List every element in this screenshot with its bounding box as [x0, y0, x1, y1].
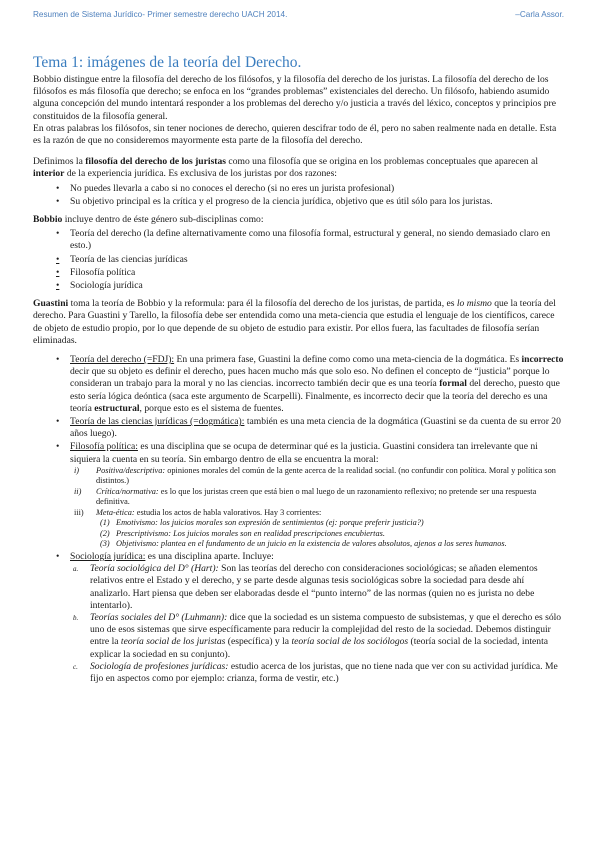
reasons-list — [33, 183, 565, 208]
header-left: Resumen de Sistema Jurídico- Primer semestre derecho UACH 2014. — [33, 10, 288, 19]
list-item: • Teoría del derecho (la define alternativamente como una filosofía formal, estructural y general, no siendo demasiado claro en esto.) — [70, 228, 565, 252]
item-filosofia-politica: • Filosofía política: es una disciplina que se ocupa de determinar qué es la justicia. Guastini considera tan irrelevante que ni siquiera la cuenta en su teoría. Sin embargo dentro de ella se encuentra la moral: i) Positiva/descriptiva: opiniones morales del común de la gente acerca de la realidad social. (no confundir con política. Moral y política son distintos.) ii) Crítica/normativa: es lo que los juristas creen que está bien o mal luego de un razonamiento reflexivo; no pretende ser una respuesta definitiva. iii) Meta-ética: estudia los actos de habla valorativos. Hay 3 corrientes: (1) Emotivismo: los juicios morales son expresión de sentimientos (ej: porque preferir justicia?) (2) Prescriptivismo: Los juicios morales son en realidad prescripciones encubiertas. (3) Objetivismo: plantea en el fundamento de un juicio en la existencia de valores absolutos, ajenos a los seres humanos. — [70, 441, 565, 549]
guastini-paragraph: Guastini toma la teoría de Bobbio y la reformula: para él la filosofía del derecho de los juristas, de partida, es lo mismo que la teoría del derecho. Para Guastini y Tarello, la filosofía debe ser entendida como una meta-ciencia que estudia el lenguaje de los científicos, carece de objeto de estudio propio, por lo que depende de su objeto de estudio para existir. Por ellos fuera, las facultades de filosofía serían eliminadas. — [33, 298, 556, 346]
list-item: a. Teoría sociológica del D° (Hart): Son las teorías del derecho con consideraciones sociológicas; se añaden elementos relativos entre el Estado y el derecho, y se parte desde algunas tesis sociológicas sobre la sociedad para desde ahí analizarlo. Hart piensa que deben ser elaboradas desde el “punto interno” de las normas (quien no es jurista no debe intentarlo). — [73, 563, 538, 611]
bobbio-paragraph: Bobbio incluye dentro de éste género sub-disciplinas como: — [33, 214, 264, 226]
header-author: –Carla Assor. — [515, 10, 564, 19]
list-item: (3) Objetivismo: plantea en el fundamento de un juicio en la existencia de valores absolutos, ajenos a los seres humanos. — [100, 539, 507, 549]
running-header — [33, 10, 564, 19]
list-item: iii) Meta-ética: estudia los actos de habla valorativos. Hay 3 corrientes: (1) Emotivismo: los juicios morales son expresión de sentimientos (ej: porque preferir justicia?) (2) Prescriptivismo: Los juicios morales son en realidad prescripciones encubiertas. (3) Objetivismo: plantea en el fundamento de un juicio en la existencia de valores absolutos, ajenos a los seres humanos. — [96, 508, 565, 550]
sociology-list — [70, 563, 565, 685]
term-interior: interior — [33, 168, 65, 180]
definition-paragraph: Definimos la filosofía del derecho de los juristas como una filosofía que se origina en los problemas conceptuales que aparecen al interior de la experiencia jurídica. Es exclusiva de los juristas por dos razones: — [33, 156, 538, 180]
document-body — [33, 54, 565, 686]
list-item: • Filosofía política — [70, 267, 565, 279]
meta-ethics-currents-list — [96, 518, 565, 550]
list-item: b. Teorías sociales del D° (Luhmann): dice que la sociedad es un sistema compuesto de subsistemas, y que el derecho es sólo uno de esos sistemas que sirve específicamente para reducir la complejidad del resto de la sociedad. Debemos distinguir entre la teoría social de los juristas (específica) y la teoría social de los sociólogos (teoría social de la sociedad, intenta explicar la sociedad en su conjunto). — [73, 611, 562, 660]
list-item: • No puedes llevarla a cabo si no conoces el derecho (si no eres un jurista profesional) — [70, 183, 565, 195]
page-title: Tema 1: imágenes de la teoría del Derecho. — [33, 54, 302, 71]
list-item: • Teoría de las ciencias jurídicas — [70, 254, 565, 266]
intro-paragraph-1: Bobbio distingue entre la filosofía del derecho de los filósofos, y la filosofía del derecho de los juristas. La filosofía del derecho de los filósofos es más filosofía que derecho; se enfoca en los “grandes problemas” existenciales del derecho. Un filósofo, habiendo asumido alguna concepción del mundo intentará responder a los problemas del derecho y/o justicia a través del léxico, conceptos y principios pre constituidos de la filosofía general. — [33, 74, 556, 122]
item-teoria-derecho: • Teoría del derecho (=FDJ): En una primera fase, Guastini la define como como una meta-ciencia de la dogmática. Es incorrecto decir que su objeto es definir el derecho, pues hacen mucho más que solo eso. No definen el concepto de “justicia” porque lo consideran un trabajo para la moral y no las ciencias. incorrecto también decir que es una teoría formal del derecho, puesto que esto sería lógica deóntica (saca este argumento de Scarpelli). Finalmente, es incorrecto decir que la teoría del derecho es una teoría estructural, porque esto es el sistema de fuentes. — [70, 354, 565, 415]
subdisciplines-list — [33, 228, 565, 292]
item-sociologia-juridica: • Sociología jurídica: es una disciplina aparte. Incluye: a. Teoría sociológica del D° (Hart): Son las teorías del derecho con consideraciones sociológicas; se añaden elementos relativos entre el Estado y el derecho, y se parte desde algunas tesis sociológicas sobre la sociedad para desde ahí analizarlo. Hart piensa que deben ser elaboradas desde el “punto interno” de las normas (quien no es jurista no debe intentarlo). b. Teorías sociales del D° (Luhmann): dice que la sociedad es un sistema compuesto de subsistemas, y que el derecho es sólo uno de esos sistemas que sirve específicamente para reducir la complejidad del resto de la sociedad. Debemos distinguir entre la teoría social de los juristas (específica) y la teoría social de los sociólogos (teoría social de la sociedad, intenta explicar la sociedad en su conjunto). c. Sociología de profesiones jurídicas: estudio acerca de los juristas, que no tiene nada que ver con su actividad jurídica. Me fijo en aspectos como por ejemplo: crianza, forma de vestir, etc.) — [70, 551, 565, 685]
list-item: (1) Emotivismo: los juicios morales son expresión de sentimientos (ej: porque preferir justicia?) — [100, 518, 424, 528]
list-item: (2) Prescriptivismo: Los juicios morales son en realidad prescripciones encubiertas. — [100, 528, 385, 538]
list-item: i) Positiva/descriptiva: opiniones morales del común de la gente acerca de la realidad social. (no confundir con política. Moral y política son distintos.) — [74, 465, 556, 486]
intro-paragraph-2: En otras palabras los filósofos, sin tener nociones de derecho, quieren descifrar todo de él, pero no saben realmente nada en detalle. Esta es la razón de que no consideremos mayormente esta parte de la filosofía del derecho. — [33, 122, 557, 147]
list-item: ii) Crítica/normativa: es lo que los juristas creen que está bien o mal luego de un razonamiento reflexivo; no pretende ser una respuesta definitiva. — [74, 486, 537, 507]
list-item: • Su objetivo principal es la crítica y el progreso de la ciencia jurídica, objetivo que es útil sólo para los juristas. — [70, 196, 565, 208]
list-item: • Sociología jurídica — [70, 280, 565, 292]
term-fdj: filosofía del derecho de los juristas — [85, 156, 227, 168]
list-item: c. Sociología de profesiones jurídicas: estudio acerca de los juristas, que no tiene nada que ver con su actividad jurídica. Me fijo en aspectos como por ejemplo: crianza, forma de vestir, etc.) — [73, 660, 558, 684]
moral-types-list — [70, 466, 565, 550]
item-teoria-ciencias: • Teoría de las ciencias jurídicas (=dogmática): también es una meta ciencia de la dogmática (Guastini se da cuenta de su error 20 años luego). — [70, 416, 565, 440]
guastini-items-list — [33, 354, 565, 685]
